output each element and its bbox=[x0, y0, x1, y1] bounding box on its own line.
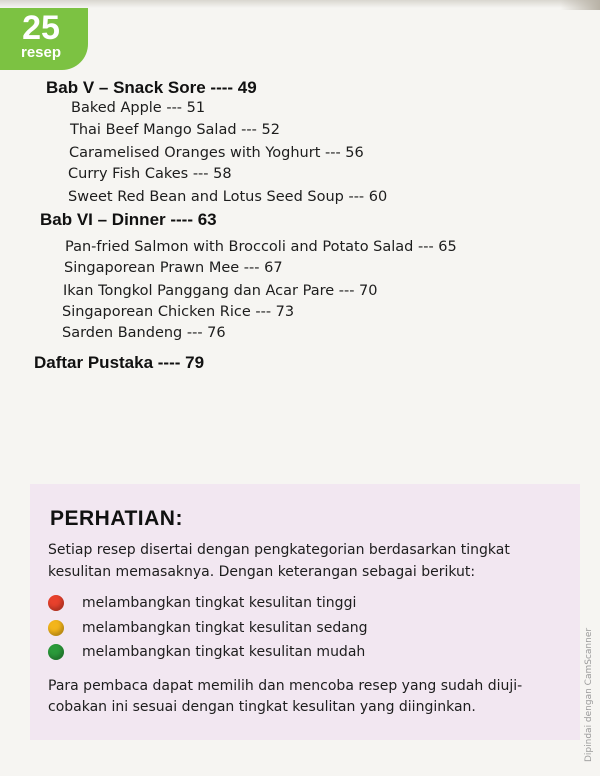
toc-entry: Curry Fish Cakes --- 58 bbox=[68, 166, 232, 182]
badge-number: 25 bbox=[22, 9, 60, 47]
green-dot-icon bbox=[48, 644, 64, 660]
toc-entry: Caramelised Oranges with Yoghurt --- 56 bbox=[69, 145, 364, 161]
legend-label: melambangkan tingkat kesulitan tinggi bbox=[82, 595, 357, 611]
notice-intro-line2: kesulitan memasaknya. Dengan keterangan sebagai berikut: bbox=[48, 564, 476, 580]
toc-heading-daftar-pustaka: Daftar Pustaka ---- 79 bbox=[34, 353, 205, 372]
notice-closing-line1: Para pembaca dapat memilih dan mencoba resep yang sudah diuji- bbox=[48, 678, 523, 694]
toc-entry: Singaporean Chicken Rice --- 73 bbox=[62, 304, 295, 320]
toc-entry: Pan-fried Salmon with Broccoli and Potato Salad --- 65 bbox=[65, 239, 457, 255]
notice-intro-line1: Setiap resep disertai dengan pengkategorian berdasarkan tingkat bbox=[48, 542, 510, 558]
toc-entry: Singaporean Prawn Mee --- 67 bbox=[64, 260, 283, 276]
toc-entry: Sarden Bandeng --- 76 bbox=[62, 325, 226, 341]
page-corner-shade bbox=[560, 0, 600, 10]
yellow-dot-icon bbox=[48, 620, 64, 636]
legend-label: melambangkan tingkat kesulitan mudah bbox=[82, 644, 366, 660]
toc-entry: Ikan Tongkol Panggang dan Acar Pare --- 70 bbox=[63, 283, 378, 299]
notice-closing-line2: cobakan ini sesuai dengan tingkat kesulitan yang diinginkan. bbox=[48, 699, 476, 715]
toc-heading-bab-vi: Bab VI – Dinner ---- 63 bbox=[40, 210, 217, 229]
toc-entry: Sweet Red Bean and Lotus Seed Soup --- 60 bbox=[68, 189, 388, 205]
toc-entry: Thai Beef Mango Salad --- 52 bbox=[70, 122, 280, 138]
recipe-count-badge bbox=[0, 8, 88, 70]
red-dot-icon bbox=[48, 595, 64, 611]
legend-label: melambangkan tingkat kesulitan sedang bbox=[82, 620, 368, 636]
page-top-shadow bbox=[0, 0, 600, 8]
toc-heading-bab-v: Bab V – Snack Sore ---- 49 bbox=[46, 78, 257, 97]
notice-title: PERHATIAN: bbox=[50, 507, 183, 530]
scanner-watermark: Dipindai dengan CamScanner bbox=[584, 627, 594, 762]
toc-entry: Baked Apple --- 51 bbox=[71, 100, 206, 116]
badge-word: resep bbox=[20, 44, 62, 61]
notice-box bbox=[30, 484, 580, 740]
